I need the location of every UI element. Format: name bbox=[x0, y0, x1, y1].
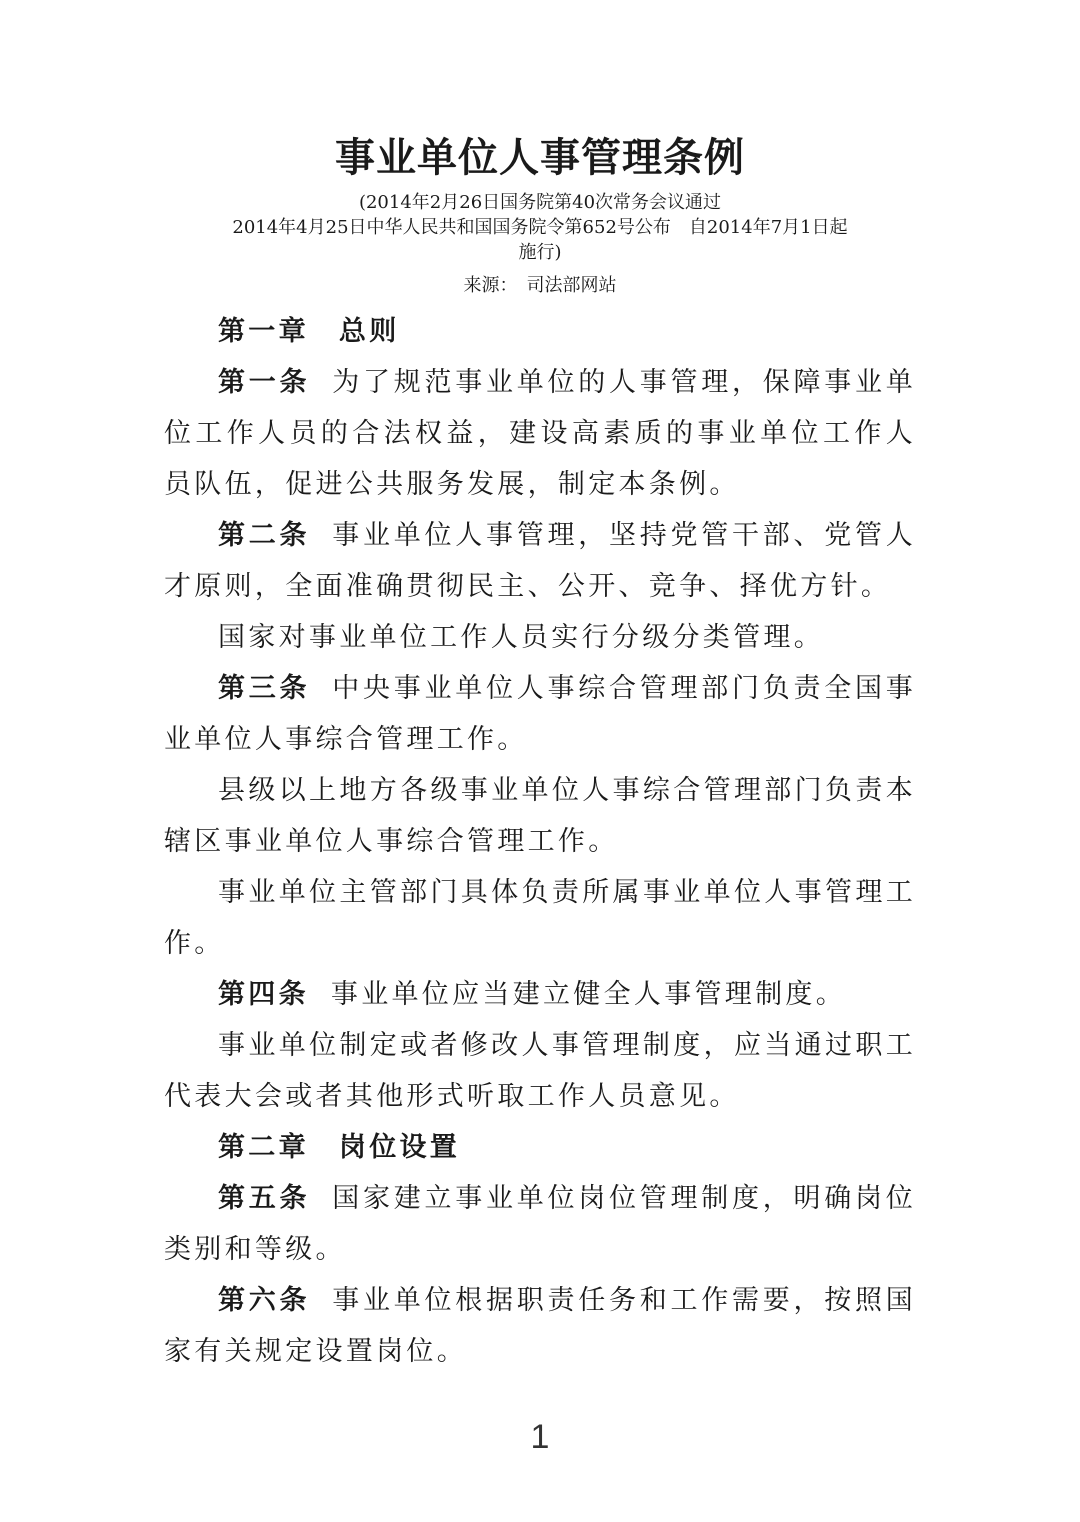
article-6-label: 第六条 bbox=[218, 1285, 311, 1316]
page-number: 1 bbox=[530, 1418, 550, 1456]
document-title: 事业单位人事管理条例 bbox=[335, 134, 745, 181]
article-1 bbox=[164, 357, 916, 510]
article-4-paragraph-2: 事业单位制定或者修改人事管理制度，应当通过职工代表大会或者其他形式听取工作人员意见。 bbox=[164, 1030, 916, 1112]
article-4 bbox=[164, 969, 916, 1020]
article-5-text: 国家建立事业单位岗位管理制度，明确岗位类别和等级。 bbox=[164, 1183, 916, 1265]
article-5 bbox=[164, 1173, 916, 1275]
article-3-label: 第三条 bbox=[218, 673, 311, 704]
document-source: 来源： 司法部网站 bbox=[463, 275, 617, 296]
article-6-text: 事业单位根据职责任务和工作需要，按照国家有关规定设置岗位。 bbox=[164, 1285, 916, 1367]
article-1-label: 第一条 bbox=[218, 367, 311, 398]
article-2-text: 事业单位人事管理，坚持党管干部、党管人才原则，全面准确贯彻民主、公开、竞争、择优方针。 bbox=[164, 520, 916, 602]
chapter-2-name: 岗位设置 bbox=[338, 1132, 461, 1163]
meta-line-1: (2014年2月26日国务院第40次常务会议通过 bbox=[358, 192, 722, 213]
article-2 bbox=[164, 510, 916, 612]
article-4-text: 事业单位应当建立健全人事管理制度。 bbox=[330, 979, 847, 1010]
document-body bbox=[164, 306, 916, 1377]
article-5-label: 第五条 bbox=[218, 1183, 311, 1214]
article-1-text: 为了规范事业单位的人事管理，保障事业单位工作人员的合法权益，建设高素质的事业单位工作人员队伍，促进公共服务发展，制定本条例。 bbox=[164, 367, 916, 500]
article-3-paragraph-3: 事业单位主管部门具体负责所属事业单位人事管理工作。 bbox=[164, 877, 916, 959]
article-4-label: 第四条 bbox=[218, 979, 309, 1010]
chapter-1-name: 总则 bbox=[338, 316, 400, 347]
chapter-2-label: 第二章 bbox=[218, 1132, 309, 1163]
article-3 bbox=[164, 663, 916, 765]
article-3-text: 中央事业单位人事综合管理部门负责全国事业单位人事综合管理工作。 bbox=[164, 673, 916, 755]
article-2-label: 第二条 bbox=[218, 520, 311, 551]
article-3-paragraph-2: 县级以上地方各级事业单位人事综合管理部门负责本辖区事业单位人事综合管理工作。 bbox=[164, 775, 916, 857]
meta-line-2: 2014年4月25日中华人民共和国国务院令第652号公布 自2014年7月1日起 bbox=[232, 217, 848, 238]
chapter-1-label: 第一章 bbox=[218, 316, 309, 347]
meta-line-3: 施行) bbox=[518, 242, 562, 263]
document-meta bbox=[150, 190, 930, 265]
article-2-paragraph-2: 国家对事业单位工作人员实行分级分类管理。 bbox=[218, 622, 824, 653]
chapter-2-heading bbox=[164, 1122, 916, 1173]
article-6 bbox=[164, 1275, 916, 1377]
chapter-1-heading bbox=[164, 306, 916, 357]
